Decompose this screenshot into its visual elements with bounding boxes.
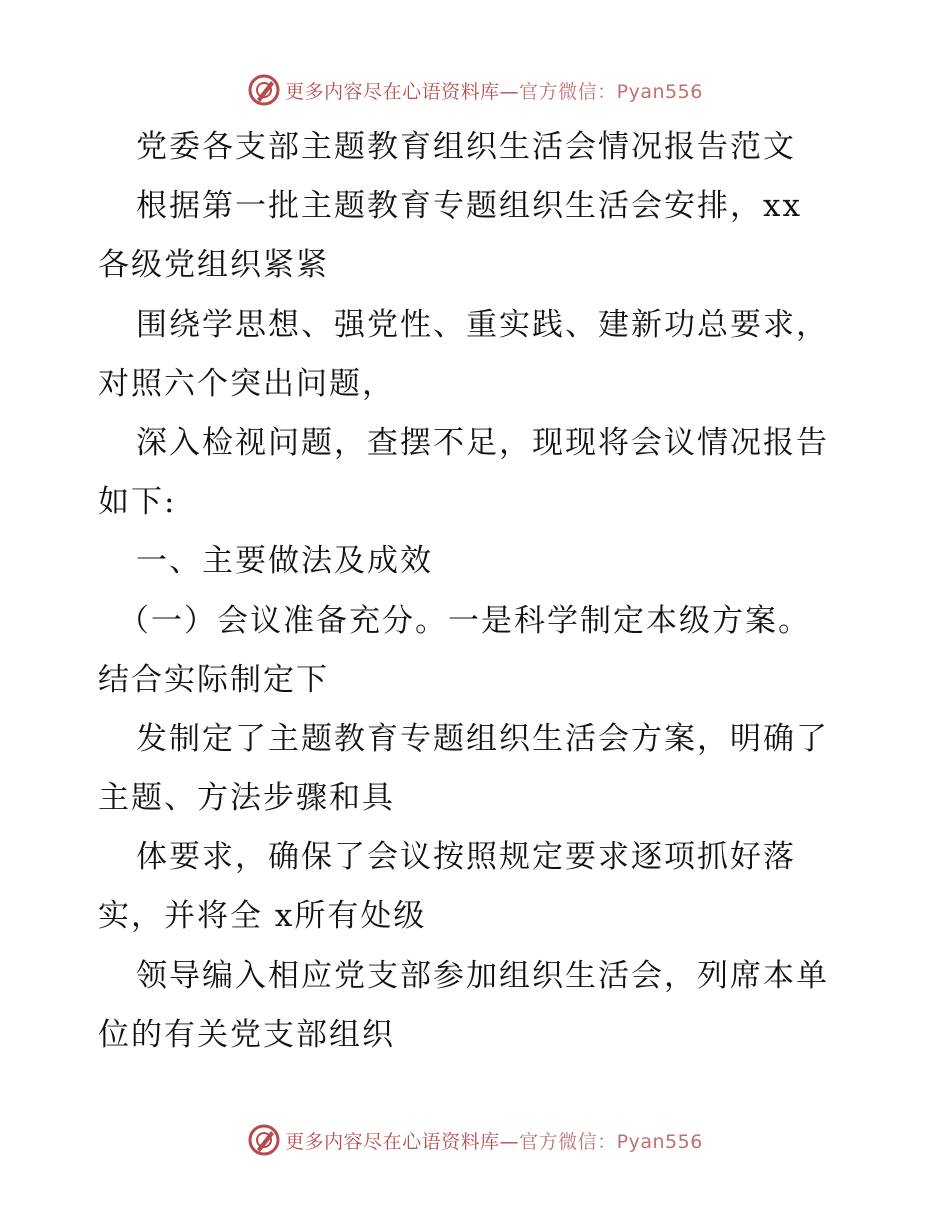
text-line: 深入检视问题，查摆不足，现现将会议情况报告 xyxy=(136,424,829,461)
text-line: 领导编入相应党支部参加组织生活会，列席本单 xyxy=(136,957,829,994)
text-line: 如下: xyxy=(98,484,177,521)
text-line: 结合实际制定下 xyxy=(98,661,329,698)
text-line: 位的有关党支部组织 xyxy=(98,1016,395,1053)
text-line: 围绕学思想、强党性、重实践、建新功总要求， xyxy=(136,306,829,343)
document-body xyxy=(98,118,858,1065)
header-banner xyxy=(0,70,950,110)
banner-text: 更多内容尽在心语资料库—官方微信：Pyan556 xyxy=(285,1130,703,1153)
pen-logo-icon xyxy=(247,73,281,107)
footer-banner xyxy=(0,1120,950,1160)
text-line: （一）会议准备充分。一是科学制定本级方案。 xyxy=(118,602,811,639)
banner-text: 更多内容尽在心语资料库—官方微信：Pyan556 xyxy=(285,80,703,103)
text-line: 主题、方法步骤和具 xyxy=(98,780,395,817)
text-line: 各级党组织紧紧 xyxy=(98,247,329,284)
text-line: 实，并将全 x所有处级 xyxy=(98,898,427,935)
pen-logo-icon xyxy=(247,1123,281,1157)
text-line: 党委各支部主题教育组织生活会情况报告范文 xyxy=(136,129,796,165)
text-line: 一、主要做法及成效 xyxy=(136,543,433,580)
text-line: 发制定了主题教育专题组织生活会方案，明确了 xyxy=(136,720,829,757)
text-line: 根据第一批主题教育专题组织生活会安排，xx xyxy=(136,188,802,225)
text-line: 对照六个突出问题， xyxy=(98,365,395,402)
text-line: 体要求，确保了会议按照规定要求逐项抓好落 xyxy=(136,839,796,876)
